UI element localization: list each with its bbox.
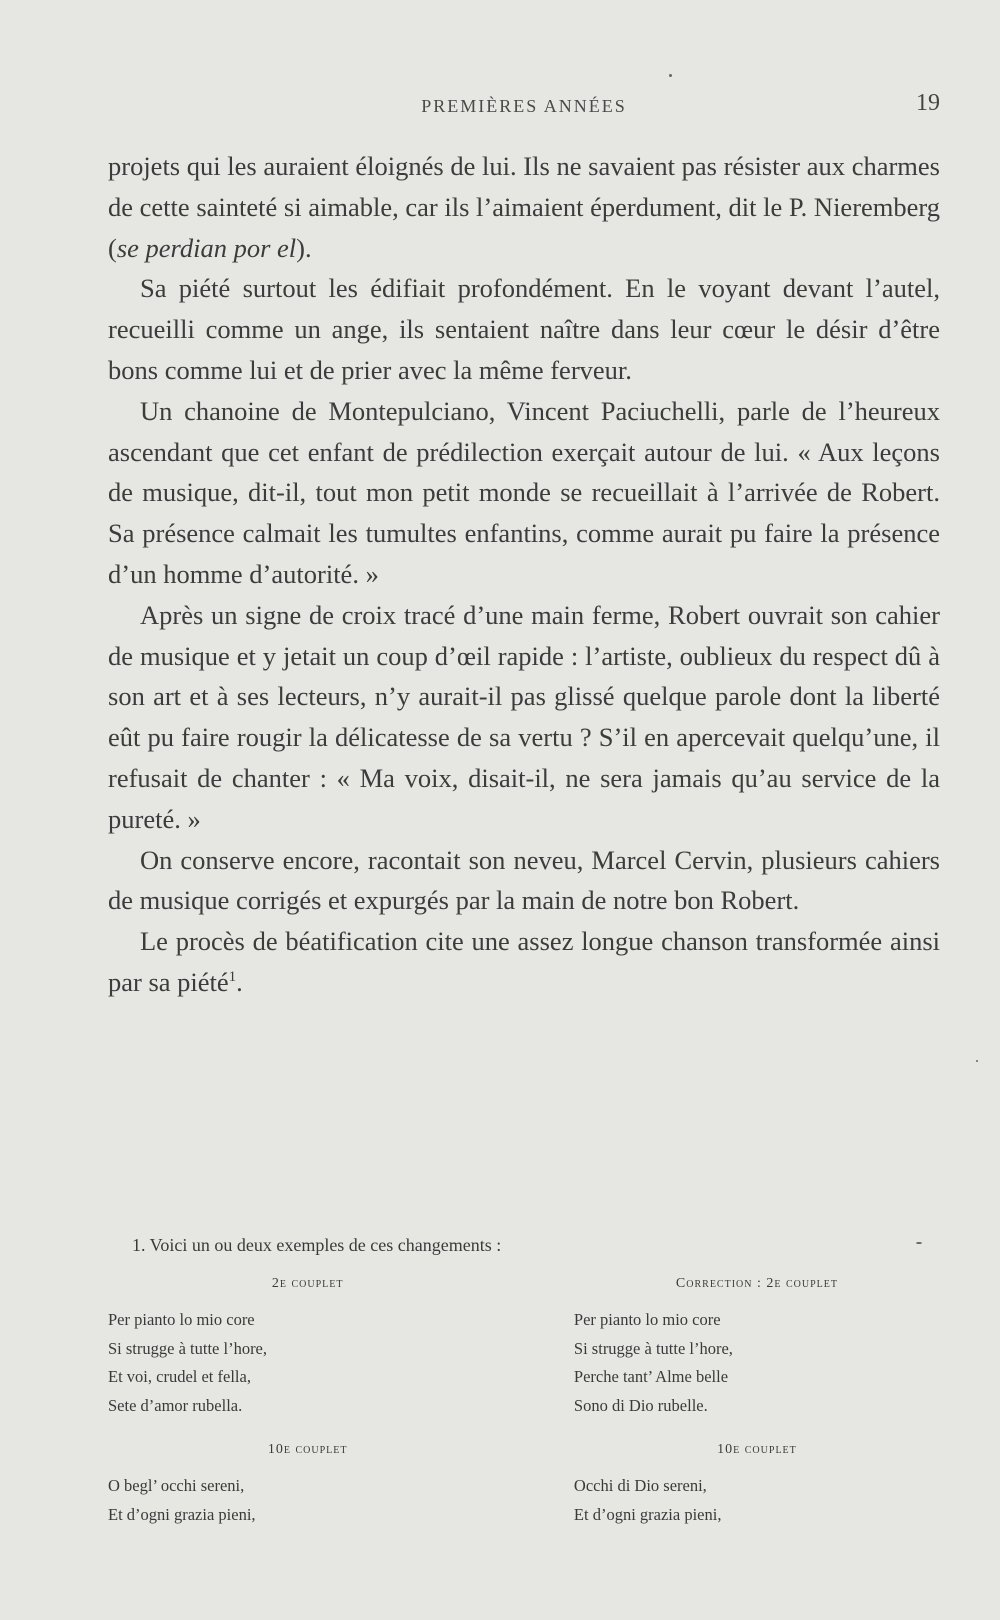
body-text (108, 146, 940, 1003)
verse-line: Per pianto lo mio core (108, 1310, 255, 1329)
correction-column (574, 1274, 940, 1529)
verse-line: Perche tant’ Alme belle (573, 1367, 729, 1386)
spacer (108, 1420, 507, 1440)
ink-speck (669, 74, 672, 77)
couplet-title: Correction : 2e couplet (675, 1276, 838, 1291)
verse-line: Si strugge à tutte l’hore, (573, 1338, 733, 1358)
verse-line: Et d’ogni grazia pieni, (108, 1504, 256, 1524)
spacer (574, 1420, 940, 1440)
verse-line: Et voi, crudel et fella, (108, 1367, 251, 1386)
paragraph: Après un signe de croix tracé d’une main ferme, Robert ouvrait son cahier de musique et y jetait un coup d’œil rapide : l’artiste, oublieux du respect dû à son art et à ses lecteurs, n’y aurait-il pas glissé quelque parole dont la liberté eût pu faire rougir la délicatesse de sa vertu ? S’il en apercevait quelqu’une, il refusait de chanter : « Ma voix, disait-il, ne sera jamais qu’au service de la pureté. » (108, 599, 940, 834)
verse-line: Si strugge à tutte l’hore, (108, 1338, 268, 1358)
couplet-title: 2e couplet (271, 1276, 344, 1291)
couplet-title: 10e couplet (267, 1442, 348, 1457)
footnote-ref: 1 (228, 969, 237, 986)
running-title: PREMIÈRES ANNÉES (421, 96, 627, 116)
page-header (108, 90, 940, 124)
couplet-columns (108, 1274, 940, 1529)
footnote-intro: 1. Voici un ou deux exemples de ces changements : (132, 1235, 502, 1255)
verse-line: Sono di Dio rubelle. (573, 1395, 708, 1415)
italic-quote: se perdian por el (116, 232, 297, 263)
paragraph: On conserve encore, racontait son neveu, Marcel Cervin, plusieurs cahiers de musique corrigés et expurgés par la main de notre bon Robert. (108, 844, 940, 916)
page-number: 19 (916, 90, 940, 116)
verse-line: Per pianto lo mio core (573, 1310, 721, 1329)
paragraph: Sa piété surtout les édifiait profondément. En le voyant devant l’autel, recueilli comme un ange, ils sentaient naître dans leur cœur le désir d’être bons comme lui et de prier avec la même ferveur. (108, 273, 940, 385)
couplet-title: 10e couplet (717, 1442, 797, 1457)
verse-line: O begl’ occhi sereni, (108, 1476, 245, 1495)
verse-line: Sete d’amor rubella. (108, 1395, 243, 1415)
footnote (108, 1232, 940, 1529)
original-column (108, 1274, 507, 1529)
ink-speck (976, 1060, 978, 1062)
paragraph: projets qui les auraient éloignés de lui. Ils ne savaient pas résister aux charmes de cette sainteté si aimable, car ils l’aimaient éperdument, dit le P. Nieremberg (se perdian por el). (108, 151, 940, 263)
paragraph: Un chanoine de Montepulciano, Vincent Paciuchelli, parle de l’heureux ascendant que cet enfant de prédilection exerçait autour de lui. « Aux leçons de musique, dit-il, tout mon petit monde se recueillait à l’arrivée de Robert. Sa présence calmait les tumultes enfantins, comme aurait pu faire la présence d’un homme d’autorité. » (108, 395, 940, 589)
paragraph: Le procès de béatification cite une assez longue chanson transformée ainsi par sa piété$^1$. (108, 926, 940, 997)
verse-line: Occhi di Dio sereni, (573, 1476, 707, 1495)
verse-line: Et d’ogni grazia pieni, (573, 1504, 722, 1524)
